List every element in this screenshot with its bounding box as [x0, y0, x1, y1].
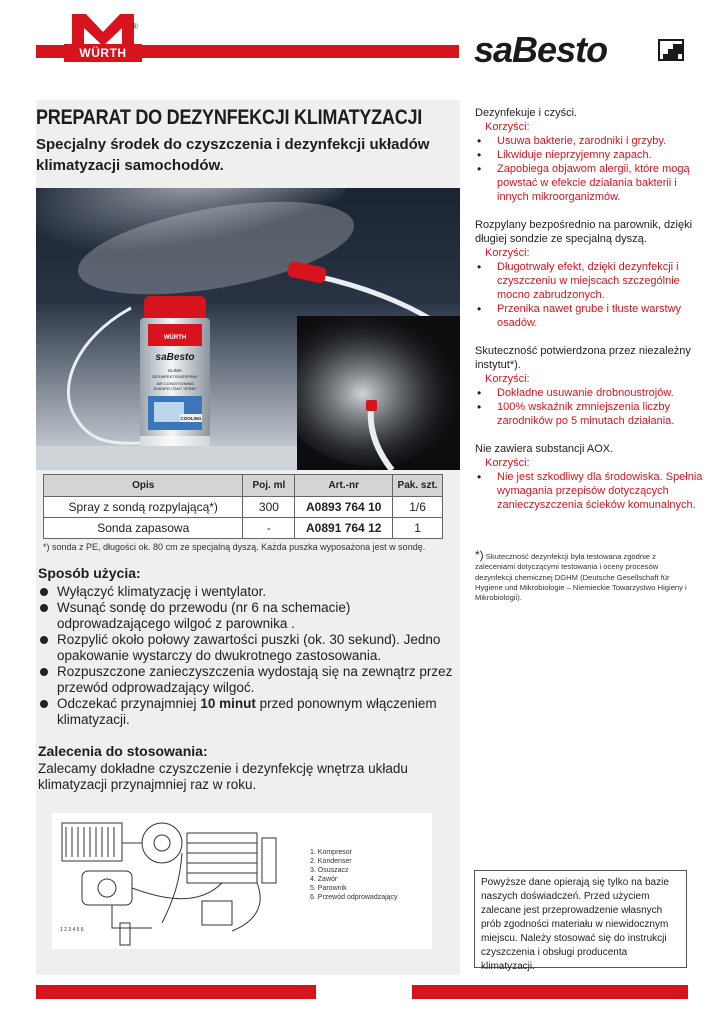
sabesto-grid-icon: [658, 39, 684, 61]
can-label-line1: KLIMA: [168, 368, 182, 373]
wurth-logo-icon: [64, 14, 142, 48]
list-item-emphasis: 10 minut: [200, 696, 256, 711]
ac-system-schematic: [52, 813, 302, 949]
page-subtitle: Specjalny środek do czyszczenia i dezynfekcji układów klimatyzacji samochodów.: [36, 136, 430, 174]
benefit-block-disinfects: [475, 106, 710, 204]
test-footnote: [475, 550, 695, 603]
col-header-volume: Poj. ml: [243, 475, 295, 497]
list-item: • Przenika nawet grube i tłuste warstwy osadów.: [475, 302, 710, 330]
svg-text:1 2 3 4 5 6: 1 2 3 4 5 6: [60, 927, 84, 933]
cell-volume: 300: [243, 497, 295, 518]
wurth-logo-text: WÜRTH: [64, 44, 142, 62]
spray-closeup-photo: [297, 316, 460, 470]
can-badge-text: COOLING: [180, 416, 202, 421]
table-header-row: [44, 475, 443, 497]
sabesto-logo: saBesto: [474, 29, 608, 70]
usage-title: Sposób użycia:: [38, 565, 141, 581]
footer-stripe-left: [36, 985, 316, 999]
list-item: Rozpylić około połowy zawartości puszki (ok. 30 sekund). Jedno opakowanie wystarczy do dwukrotnego zastosowania.: [38, 632, 460, 664]
list-item-text: przed ponownym włączeniem klimatyzacji.: [57, 696, 437, 727]
list-item: • Dokładne usuwanie drobnoustrojów.: [475, 386, 710, 400]
legend-item: 2. Kondenser: [310, 858, 352, 865]
benefits-label: Korzyści:: [485, 457, 530, 469]
benefit-block-probe: [475, 218, 710, 330]
footnote-marker: *): [475, 548, 484, 562]
benefit-intro: Skuteczność potwierdzona przez niezależny instytut*).: [475, 345, 691, 371]
recommendations-title: Zalecenia do stosowania:: [38, 743, 208, 759]
legend-item: 5. Parownik: [310, 885, 347, 892]
list-item: • Usuwa bakterie, zarodniki i grzyby.: [475, 134, 710, 148]
disclaimer-box: Powyższe dane opierają się tylko na bazie naszych doświadczeń. Przed użyciem zalecane jest przeprowadzenie własnych prób zgodności materiału w niewidocznym miejscu. Należy stosować się do instrukcji czyszczenia i obsługi producenta klimatyzacji.: [474, 870, 687, 968]
list-item: Wsunąć sondę do przewodu (nr 6 na schemacie) odprowadzającego wilgoć z parownika .: [38, 600, 460, 632]
benefits-label: Korzyści:: [485, 373, 530, 385]
usage-list: [38, 584, 460, 728]
product-table: [43, 474, 443, 539]
cell-article: A0891 764 12: [295, 518, 393, 539]
wurth-logo: [64, 14, 142, 68]
list-item: Rozpuszczone zanieczyszczenia wydostają się na zewnątrz przez przewód odprowadzający wilgoć.: [38, 664, 460, 696]
benefits-column: [475, 106, 710, 526]
cell-article: A0893 764 10: [295, 497, 393, 518]
legend-item: 4. Zawór: [310, 876, 338, 883]
col-header-article: Art.-nr: [295, 475, 393, 497]
recommendations-text: Zalecamy dokładne czyszczenie i dezynfekcję wnętrza układu klimatyzacji przynajmniej raz w roku.: [38, 761, 408, 792]
legend-item: 3. Osuszacz: [310, 867, 349, 874]
page-title: PREPARAT DO DEZYNFEKCJI KLIMATYZACJI: [36, 106, 423, 129]
list-item: • 100% wskaźnik zmniejszenia liczby zarodników po 5 minutach działania.: [475, 400, 710, 428]
cell-pack: 1: [393, 518, 443, 539]
can-label-line2: DESINFEKTIONSSPRAY: [152, 374, 198, 379]
benefit-intro: Nie zawiera substancji AOX.: [475, 443, 614, 455]
list-item: [38, 696, 460, 728]
benefit-intro: Dezynfekuje i czyści.: [475, 107, 578, 119]
header-stripe-middle: [137, 45, 459, 58]
benefit-intro: Rozpylany bezpośrednio na parownik, dzięki długiej sondzie ze specjalną dyszą.: [475, 219, 693, 245]
footer-stripe-right: [412, 985, 688, 999]
diagram-legend: [310, 848, 398, 902]
benefits-label: Korzyści:: [485, 121, 530, 133]
col-header-description: Opis: [44, 475, 243, 497]
cell-pack: 1/6: [393, 497, 443, 518]
benefits-label: Korzyści:: [485, 247, 530, 259]
list-item: • Likwiduje nieprzyjemny zapach.: [475, 148, 710, 162]
registered-mark: ®: [132, 22, 138, 31]
col-header-pack: Pak. szt.: [393, 475, 443, 497]
legend-item: 1. Kompresor: [310, 849, 353, 856]
table-row: [44, 518, 443, 539]
benefit-block-aox: [475, 442, 710, 512]
table-footnote: *) sonda z PE, długości ok. 80 cm ze specjalną dyszą. Każda puszka wyposażona jest w sondę.: [43, 542, 426, 552]
cell-description: Spray z sondą rozpylającą*): [44, 497, 243, 518]
cell-description: Sonda zapasowa: [44, 518, 243, 539]
can-wurth-text: WÜRTH: [163, 335, 187, 341]
cell-volume: -: [243, 518, 295, 539]
table-row: [44, 497, 443, 518]
spray-closeup-illustration: [297, 316, 460, 470]
benefit-block-efficacy: [475, 344, 710, 428]
list-item-text: Odczekać przynajmniej: [57, 696, 201, 711]
can-label-line3: AIR CONDITIONING: [156, 381, 194, 386]
can-label-line4: DISINFECTANT SPRAY: [153, 386, 197, 391]
list-item: • Długotrwały efekt, dzięki dezynfekcji i czyszczeniu w miejscach szczególnie mocno zabrudzonych.: [475, 260, 710, 302]
list-item: • Zapobiega objawom alergii, które mogą powstać w efekcie działania bakterii i innych mikroorganizmów.: [475, 162, 710, 204]
legend-item: 6. Przewód odprowadzający: [310, 894, 398, 901]
footnote-text: Skuteczność dezynfekcji była testowana zgodnie z zaleceniami dotyczącymi testowania i oceny procesów dezynfekcji chemicznej DGHM (Deutsche Gesellschaft für Hygiene und Mikrobiologie – Niemieckie Towarzystwo Higieny i Mikrobiologii).: [475, 552, 687, 603]
list-item: Wyłączyć klimatyzację i wentylator.: [38, 584, 460, 600]
can-brand-text: saBesto: [155, 352, 195, 363]
list-item: • Nie jest szkodliwy dla środowiska. Spełnia wymagania przepisów dotyczących zanieczyszczenia ścieków komunalnych.: [475, 470, 710, 512]
